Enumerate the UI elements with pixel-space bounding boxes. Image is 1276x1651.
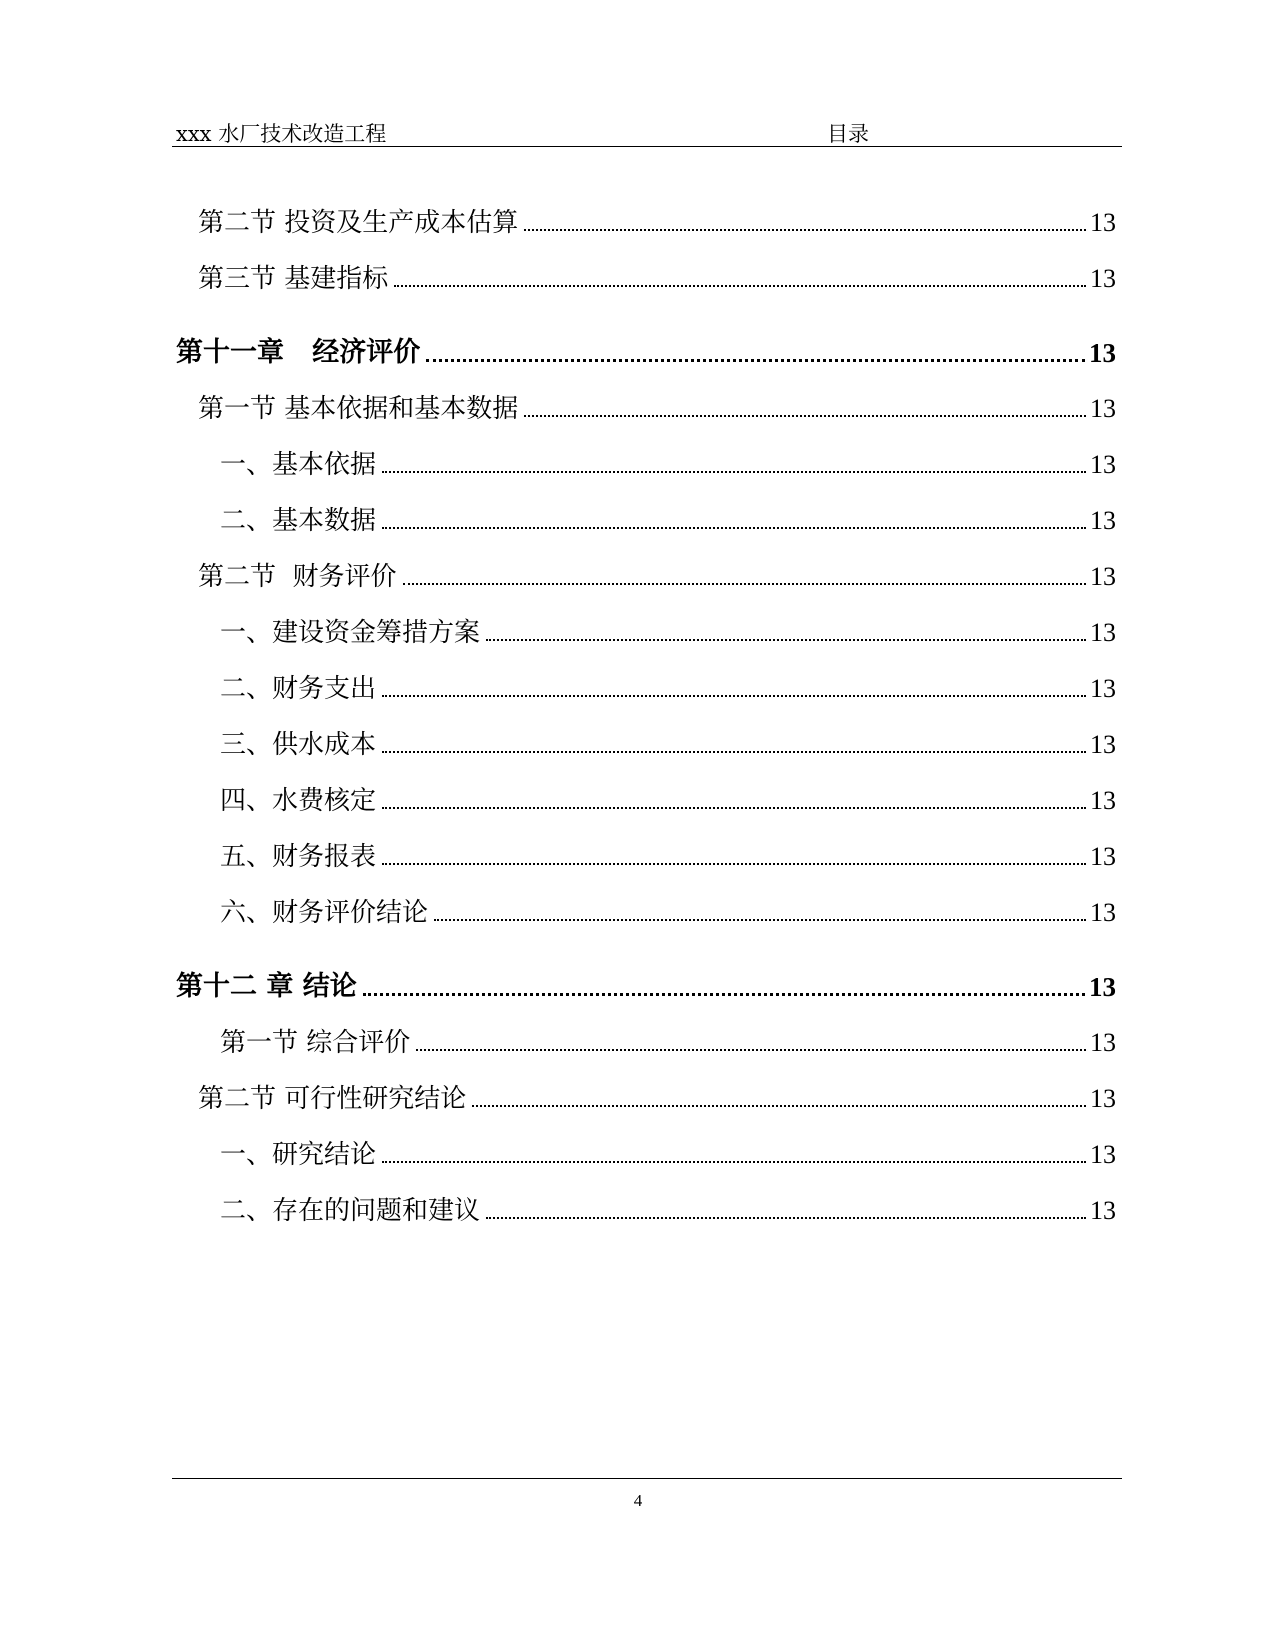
toc-dot-leader bbox=[524, 414, 1086, 417]
toc-entry-title: 第二节 财务评价 bbox=[198, 562, 397, 592]
toc-dot-leader bbox=[472, 1104, 1086, 1107]
toc-dot-leader bbox=[394, 284, 1086, 287]
toc-entry-page: 13 bbox=[1089, 972, 1116, 1002]
toc-entry[interactable] bbox=[172, 240, 1122, 296]
toc-dot-leader bbox=[382, 806, 1086, 809]
toc-entry-page: 13 bbox=[1090, 1140, 1116, 1169]
toc-dot-leader bbox=[382, 750, 1086, 753]
toc-entry-title: 第二节 投资及生产成本估算 bbox=[198, 208, 519, 238]
toc-entry-page: 13 bbox=[1090, 618, 1116, 647]
toc-dot-leader bbox=[434, 918, 1086, 921]
toc-entry-page: 13 bbox=[1090, 562, 1116, 591]
toc-entry-title: 第一节 综合评价 bbox=[220, 1028, 411, 1058]
toc-entry-title: 一、研究结论 bbox=[220, 1140, 377, 1170]
toc-entry-page: 13 bbox=[1090, 264, 1116, 293]
toc-dot-leader bbox=[363, 992, 1085, 996]
toc-dot-leader bbox=[382, 1160, 1086, 1163]
toc-dot-leader bbox=[486, 1216, 1086, 1219]
toc-entry[interactable] bbox=[172, 930, 1122, 1004]
toc-entry-title: 第二节 可行性研究结论 bbox=[198, 1084, 467, 1114]
toc-entry[interactable] bbox=[172, 874, 1122, 930]
toc-entry[interactable] bbox=[172, 426, 1122, 482]
toc-entry-title: 二、财务支出 bbox=[220, 674, 377, 704]
toc-entry[interactable] bbox=[172, 1116, 1122, 1172]
toc-entry-page: 13 bbox=[1090, 674, 1116, 703]
toc-entry[interactable] bbox=[172, 482, 1122, 538]
toc-entry-title: 一、基本依据 bbox=[220, 450, 377, 480]
toc-dot-leader bbox=[382, 526, 1086, 529]
toc-dot-leader bbox=[382, 862, 1086, 865]
toc-entry-page: 13 bbox=[1090, 394, 1116, 423]
toc-entry-title: 五、财务报表 bbox=[220, 842, 377, 872]
table-of-contents bbox=[172, 184, 1122, 1228]
toc-entry-title: 第十二 章 结论 bbox=[176, 971, 357, 1002]
toc-entry[interactable] bbox=[172, 1172, 1122, 1228]
toc-entry-page: 13 bbox=[1089, 338, 1116, 368]
toc-dot-leader bbox=[486, 638, 1086, 641]
toc-entry-page: 13 bbox=[1090, 506, 1116, 535]
toc-entry-title: 一、建设资金筹措方案 bbox=[220, 618, 481, 648]
toc-entry-page: 13 bbox=[1090, 842, 1116, 871]
toc-dot-leader bbox=[524, 228, 1086, 231]
toc-entry-page: 13 bbox=[1090, 208, 1116, 237]
toc-entry-title: 四、水费核定 bbox=[220, 786, 377, 816]
toc-entry-title: 六、财务评价结论 bbox=[220, 898, 429, 928]
toc-dot-leader bbox=[403, 582, 1086, 585]
toc-entry-page: 13 bbox=[1090, 450, 1116, 479]
toc-dot-leader bbox=[382, 694, 1086, 697]
page-header bbox=[172, 112, 1122, 147]
toc-dot-leader bbox=[416, 1048, 1086, 1051]
toc-entry[interactable] bbox=[172, 1060, 1122, 1116]
toc-entry-page: 13 bbox=[1090, 1084, 1116, 1113]
toc-entry-title: 第一节 基本依据和基本数据 bbox=[198, 394, 519, 424]
toc-dot-leader bbox=[382, 470, 1086, 473]
toc-entry[interactable] bbox=[172, 370, 1122, 426]
toc-entry[interactable] bbox=[172, 594, 1122, 650]
toc-entry-title: 第三节 基建指标 bbox=[198, 264, 389, 294]
toc-entry[interactable] bbox=[172, 296, 1122, 370]
header-section: 目录 bbox=[827, 122, 869, 146]
toc-entry-page: 13 bbox=[1090, 730, 1116, 759]
toc-entry-title: 三、供水成本 bbox=[220, 730, 377, 760]
toc-entry-page: 13 bbox=[1090, 898, 1116, 927]
toc-entry[interactable] bbox=[172, 650, 1122, 706]
toc-entry-title: 二、存在的问题和建议 bbox=[220, 1196, 481, 1226]
toc-entry[interactable] bbox=[172, 184, 1122, 240]
toc-entry-page: 13 bbox=[1090, 1196, 1116, 1225]
toc-entry[interactable] bbox=[172, 818, 1122, 874]
toc-entry[interactable] bbox=[172, 538, 1122, 594]
toc-entry-title: 第十一章 经济评价 bbox=[176, 337, 421, 368]
footer-rule bbox=[172, 1478, 1122, 1479]
toc-dot-leader bbox=[426, 358, 1085, 362]
header-title: xxx 水厂技术改造工程 bbox=[176, 122, 387, 146]
toc-entry[interactable] bbox=[172, 762, 1122, 818]
toc-entry-title: 二、基本数据 bbox=[220, 506, 377, 536]
toc-entry-page: 13 bbox=[1090, 786, 1116, 815]
footer-page-number: 4 bbox=[633, 1491, 643, 1510]
toc-entry-page: 13 bbox=[1090, 1028, 1116, 1057]
toc-entry[interactable] bbox=[172, 1004, 1122, 1060]
toc-entry[interactable] bbox=[172, 706, 1122, 762]
